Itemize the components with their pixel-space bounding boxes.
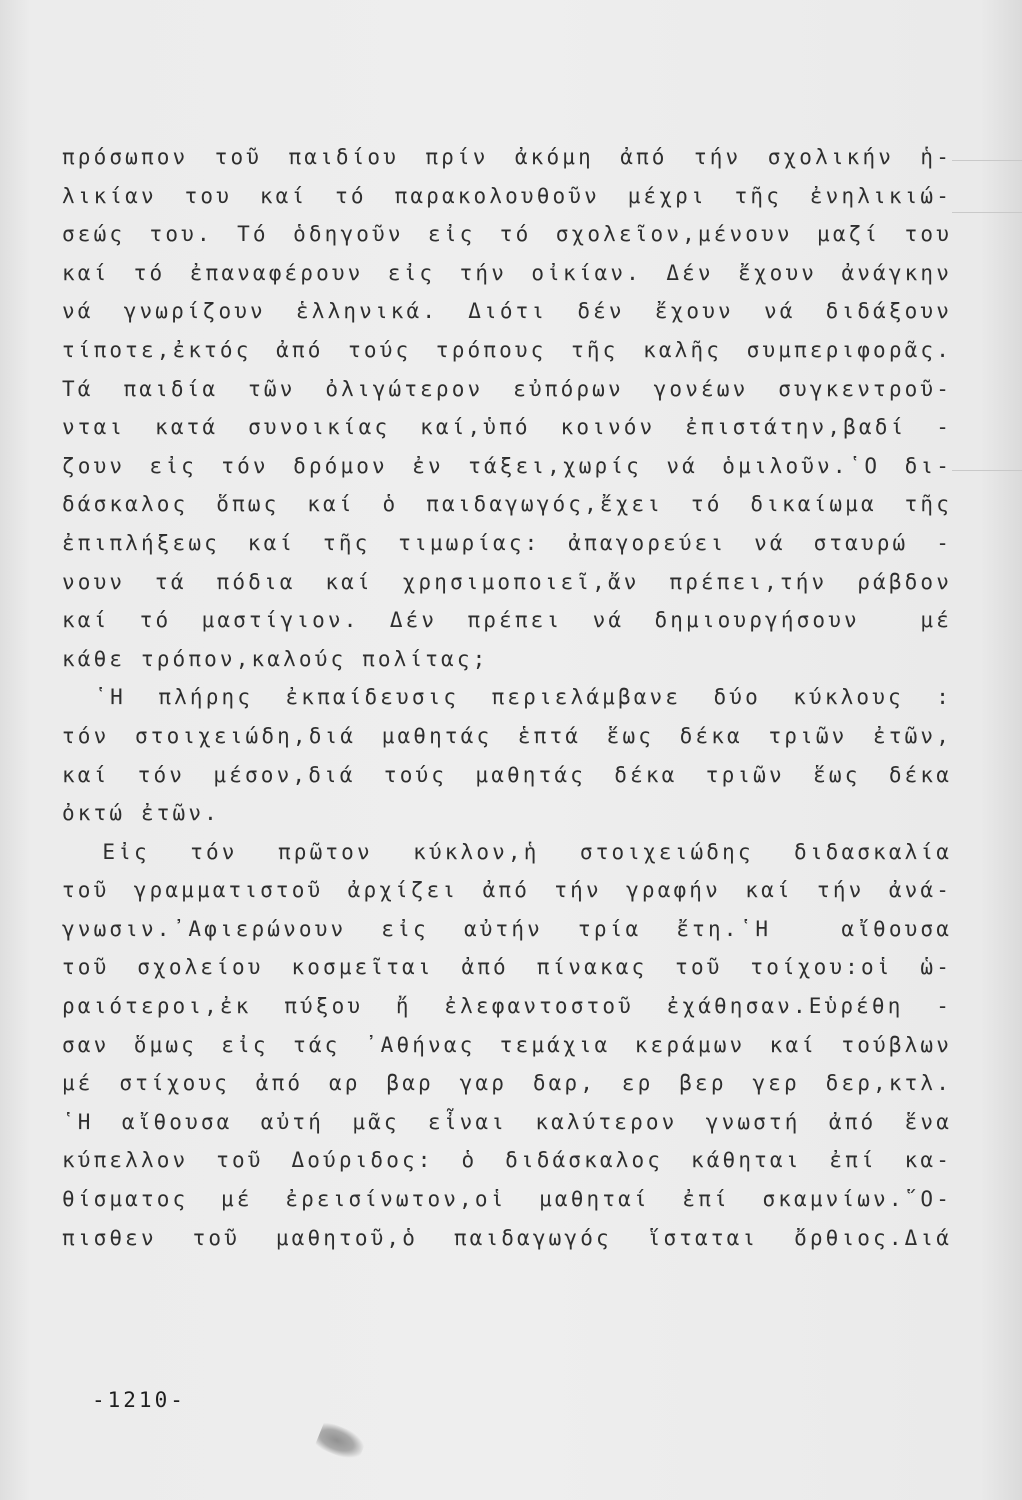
- text-line: τίποτε,ἐκτός ἀπό τούς τρόπους τῆς καλῆς συμπεριφορᾶς.: [62, 337, 952, 362]
- text-line: πρόσωπον τοῦ παιδίου πρίν ἀκόμη ἀπό τήν σχολικήν ἡ-: [62, 145, 952, 169]
- text-line: καί τό ἐπαναφέρουν εἰς τήν οἰκίαν. Δέν ἔχουν ἀνάγκην: [62, 260, 952, 285]
- text-line: Τά παιδία τῶν ὀλιγώτερον εὐπόρων γονέων συγκεντροῦ-: [62, 376, 952, 401]
- text-line: καί τόν μέσον,διά τούς μαθητάς δέκα τριῶν ἕως δέκα: [62, 762, 952, 787]
- bleed-through-mark: [952, 470, 1022, 471]
- text-line: Εἰς τόν πρῶτον κύκλον,ἡ στοιχειώδης διδασκαλία: [62, 839, 952, 864]
- text-line: κύπελλον τοῦ Δούριδος: ὁ διδάσκαλος κάθηται ἐπί κα-: [62, 1148, 952, 1173]
- text-line: δάσκαλος ὅπως καί ὁ παιδαγωγός,ἔχει τό δικαίωμα τῆς: [62, 492, 952, 517]
- page-number: -1210-: [92, 1388, 186, 1412]
- text-line: νται κατά συνοικίας καί,ὑπό κοινόν ἐπιστάτην,βαδί -: [62, 415, 952, 440]
- text-line: ραιότεροι,ἐκ πύξου ἤ ἐλεφαντοστοῦ ἐχάθησαν.Εὑρέθη -: [62, 994, 952, 1019]
- text-line: σαν ὅμως εἰς τάς ᾿Αθήνας τεμάχια κεράμων καί τούβλων: [62, 1032, 952, 1057]
- text-line: γνωσιν.᾿Αφιερώνουν εἰς αὐτήν τρία ἔτη.῾Η αἴθουσα: [62, 916, 952, 941]
- bleed-through-mark: [952, 212, 1022, 213]
- text-line: ὀκτώ ἐτῶν.: [62, 801, 220, 826]
- body-text: [62, 138, 952, 1257]
- text-line: ῾Η αἴθουσα αὐτή μᾶς εἶναι καλύτερον γνωστή ἀπό ἕνα: [62, 1109, 952, 1134]
- text-line: ζουν εἰς τόν δρόμον ἐν τάξει,χωρίς νά ὁμιλοῦν.῾Ο δι-: [62, 453, 952, 478]
- bleed-through-mark: [952, 160, 1022, 161]
- text-line: νουν τά πόδια καί χρησιμοποιεῖ,ἄν πρέπει,τήν ράβδον: [62, 569, 952, 594]
- text-line: τοῦ σχολείου κοσμεῖται ἀπό πίνακας τοῦ τοίχου:οἱ ὡ-: [62, 955, 952, 980]
- text-line: τοῦ γραμματιστοῦ ἀρχίζει ἀπό τήν γραφήν καί τήν ἀνά-: [62, 878, 952, 903]
- text-line: ῾Η πλήρης ἐκπαίδευσις περιελάμβανε δύο κύκλους :: [62, 685, 952, 710]
- text-line: τόν στοιχειώδη,διά μαθητάς ἑπτά ἕως δέκα τριῶν ἐτῶν,: [62, 723, 952, 748]
- ink-smudge: [314, 1420, 367, 1463]
- text-line: σεώς του. Τό ὁδηγοῦν εἰς τό σχολεῖον,μένουν μαζί του: [62, 222, 952, 247]
- text-line: πισθεν τοῦ μαθητοῦ,ὁ παιδαγωγός ἵσταται ὄρθιος.Διά: [62, 1225, 952, 1250]
- text-line: καί τό μαστίγιον. Δέν πρέπει νά δημιουργήσουν μέ: [62, 608, 952, 633]
- text-line: κάθε τρόπον,καλούς πολίτας;: [62, 646, 489, 671]
- text-line: νά γνωρίζουν ἑλληνικά. Διότι δέν ἔχουν νά διδάξουν: [62, 299, 952, 324]
- text-line: θίσματος μέ ἐρεισίνωτον,οἱ μαθηταί ἐπί σκαμνίων.῞Ο-: [62, 1187, 952, 1212]
- text-line: μέ στίχους ἀπό αρ βαρ γαρ δαρ, ερ βερ γερ δερ,κτλ.: [62, 1071, 952, 1096]
- text-line: ἐπιπλήξεως καί τῆς τιμωρίας: ἀπαγορεύει νά σταυρώ -: [62, 530, 952, 555]
- text-line: λικίαν του καί τό παρακολουθοῦν μέχρι τῆς ἐνηλικιώ-: [62, 183, 952, 208]
